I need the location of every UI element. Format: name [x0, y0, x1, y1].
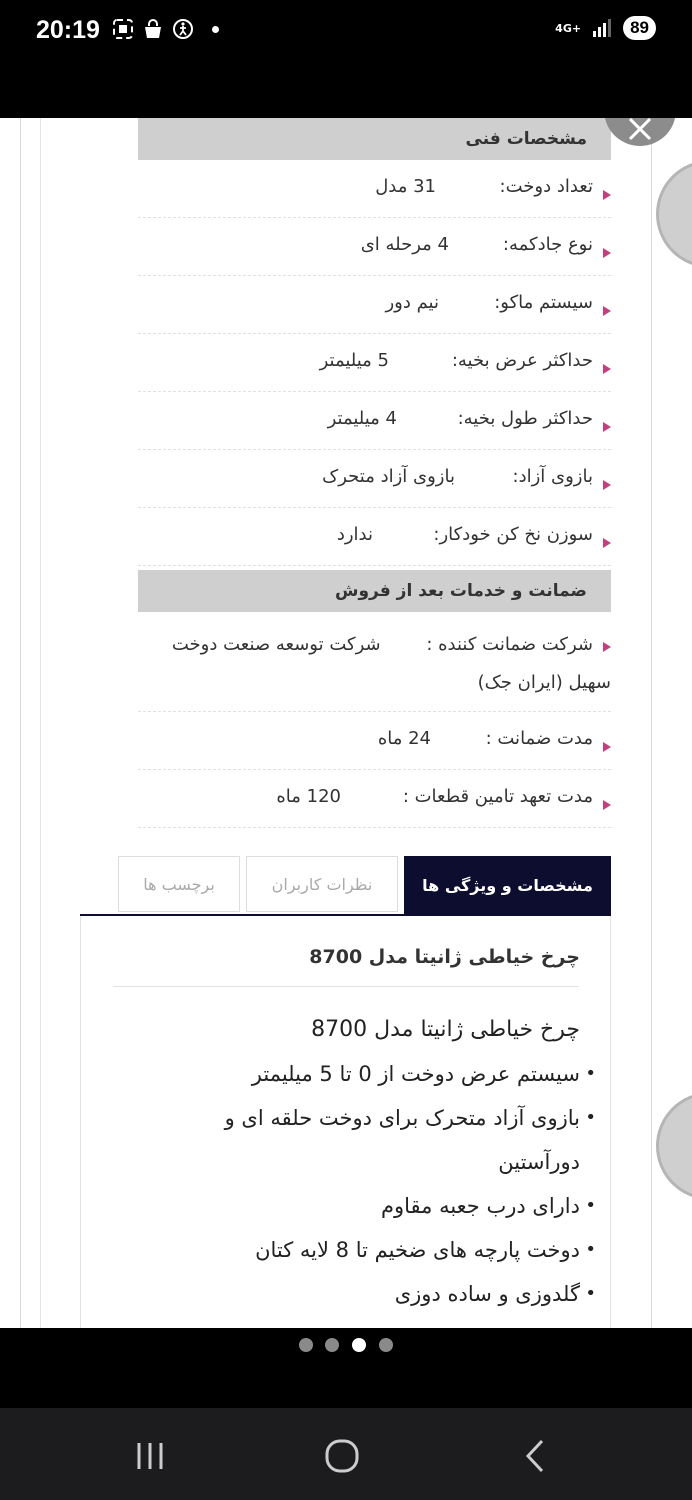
side-scroll-handle-bottom[interactable]	[656, 1092, 692, 1200]
spec-row	[138, 770, 611, 828]
close-icon	[627, 118, 653, 142]
feature-item: • بازوی آزاد متحرک برای دوخت حلقه ای و دورآستین	[160, 1096, 580, 1184]
content-viewport[interactable]	[0, 118, 692, 1328]
status-time: 20:19	[36, 16, 100, 44]
bullet-icon	[603, 480, 611, 490]
bullet-icon	[603, 364, 611, 374]
feature-item: • سیستم عرض دوخت از 0 تا 5 میلیمتر	[160, 1052, 580, 1096]
spec-value: 120 ماه	[276, 786, 341, 807]
status-icons	[112, 18, 219, 40]
bag-icon	[142, 18, 164, 40]
description-title: چرخ خیاطی ژانیتا مدل 8700	[309, 946, 580, 968]
spec-row	[138, 612, 611, 712]
spec-label: شرکت ضمانت کننده :	[426, 634, 593, 655]
spec-value: شرکت توسعه صنعت دوخت سهیل (ایران جک)	[171, 634, 611, 693]
spec-label: مدت تعهد تامین قطعات :	[402, 786, 593, 807]
home-button[interactable]	[318, 1436, 366, 1476]
status-right	[555, 16, 656, 40]
spec-label: سوزن نخ کن خودکار:	[433, 524, 593, 545]
feature-item: • دوخت پارچه های ضخیم تا 8 لایه کتان	[160, 1228, 580, 1272]
recent-apps-button[interactable]	[126, 1436, 174, 1476]
bullet-icon	[603, 190, 611, 200]
side-scroll-handle-top[interactable]	[656, 160, 692, 268]
accessibility-icon	[172, 18, 194, 40]
warranty-section-header: ضمانت و خدمات بعد از فروش	[138, 570, 611, 612]
notification-dot-icon	[212, 26, 219, 33]
spec-value: 4 میلیمتر	[327, 408, 397, 429]
spec-label: حداکثر طول بخیه:	[457, 408, 593, 429]
spec-label: مدت ضمانت :	[485, 728, 593, 749]
spec-row	[138, 276, 611, 334]
frame-border-left	[20, 118, 21, 1328]
top-gap	[0, 62, 692, 118]
pager-dot[interactable]	[299, 1338, 313, 1352]
product-tabs	[80, 856, 611, 916]
system-nav-bar	[0, 1408, 692, 1500]
spec-row	[138, 334, 611, 392]
close-button[interactable]	[604, 118, 676, 146]
description-heading: چرخ خیاطی ژانیتا مدل 8700	[311, 1017, 580, 1042]
specs-section-header: مشخصات فنی	[138, 118, 611, 160]
spec-value: 5 میلیمتر	[319, 350, 389, 371]
spec-row	[138, 160, 611, 218]
bullet-icon	[603, 800, 611, 810]
spec-value: 31 مدل	[375, 176, 436, 197]
spec-row	[138, 712, 611, 770]
spec-row	[138, 508, 611, 566]
back-button[interactable]	[512, 1436, 560, 1476]
signal-icon	[591, 17, 613, 39]
recent-apps-icon	[133, 1441, 167, 1471]
description-divider	[113, 986, 579, 987]
screenshot-icon	[112, 18, 134, 40]
feature-item: • گلدوزی و ساده دوزی	[160, 1272, 580, 1316]
description-body	[160, 1008, 580, 1316]
spec-value: 4 مرحله ای	[360, 234, 449, 255]
bullet-icon	[603, 248, 611, 258]
spec-label: سیستم ماکو:	[494, 292, 593, 313]
spec-row	[138, 450, 611, 508]
home-icon	[324, 1438, 360, 1474]
spec-label: تعداد دوخت:	[499, 176, 593, 197]
bullet-icon	[603, 306, 611, 316]
frame-border-left-inner	[40, 118, 41, 1328]
pager-dot-active[interactable]	[352, 1338, 366, 1352]
bullet-icon	[603, 538, 611, 548]
description-panel	[80, 916, 611, 1328]
feature-list	[160, 1052, 580, 1316]
spec-value: 24 ماه	[377, 728, 431, 749]
spec-label: حداکثر عرض بخیه:	[451, 350, 593, 371]
spec-value: بازوی آزاد متحرک	[322, 466, 455, 487]
spec-text	[138, 626, 611, 702]
tab-tags[interactable]: برچسب ها	[118, 856, 240, 912]
pager-dot[interactable]	[379, 1338, 393, 1352]
pager-dot[interactable]	[325, 1338, 339, 1352]
battery-indicator: 89	[623, 16, 656, 40]
spec-row	[138, 218, 611, 276]
spec-value: نیم دور	[385, 292, 439, 313]
network-indicator: 4G+	[555, 21, 582, 35]
status-bar	[0, 0, 692, 62]
bullet-icon	[603, 742, 611, 752]
pager-bar	[0, 1328, 692, 1408]
tab-specs-features[interactable]: مشخصات و ویژگی ها	[404, 856, 611, 914]
feature-item: • دارای درب جعبه مقاوم	[160, 1184, 580, 1228]
bullet-icon	[603, 422, 611, 432]
spec-label: نوع جادکمه:	[502, 234, 593, 255]
tab-user-reviews[interactable]: نظرات کاربران	[246, 856, 398, 912]
frame-border-right	[651, 118, 652, 1328]
spec-value: ندارد	[336, 524, 373, 545]
spec-row	[138, 392, 611, 450]
spec-label: بازوی آزاد:	[512, 466, 593, 487]
back-icon	[522, 1438, 550, 1474]
